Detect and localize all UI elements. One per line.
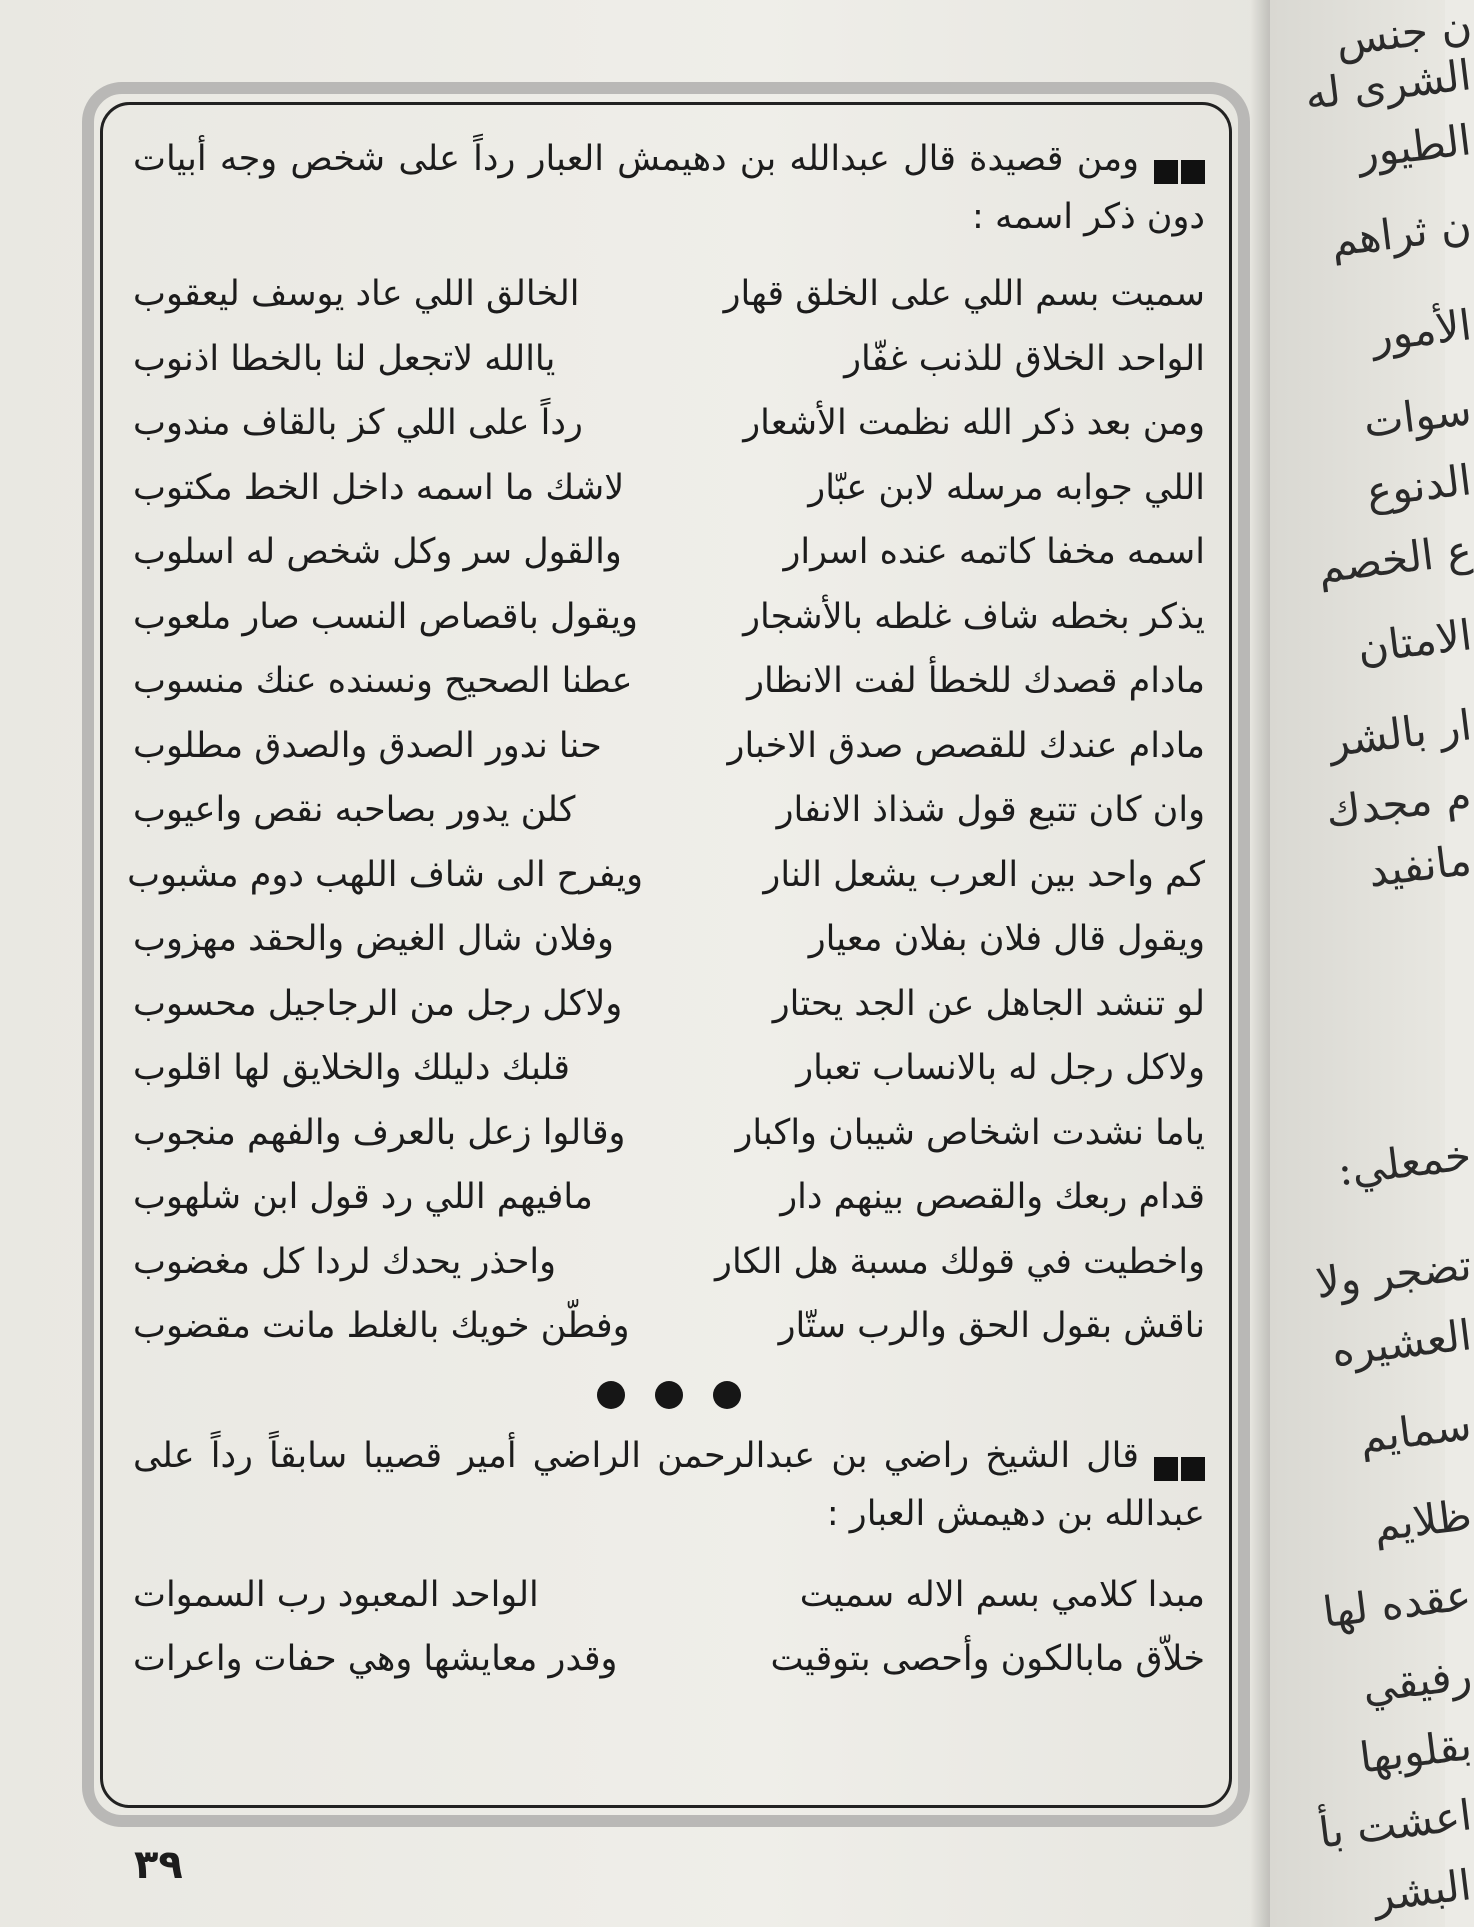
adjacent-text-fragment: ن ثراهم [1328,200,1474,266]
verse-second-hemistich: ويقول باقصاص النسب صار ملعوب [133,596,638,637]
adjacent-text-fragment: ع الخصم [1314,525,1474,593]
adjacent-text-fragment: مانفيد [1365,835,1474,897]
verse-second-hemistich: ولاكل رجل من الرجاجيل محسوب [133,983,623,1024]
section1-intro [133,130,1205,246]
adjacent-text-fragment: بقلوبها [1356,1720,1474,1783]
verse-second-hemistich: وقدر معايشها وهي حفات واعرات [133,1639,618,1680]
verse-first-hemistich: ويقول قال فلان بفلان معيار [808,919,1205,960]
verse-second-hemistich: وفطّن خويك بالغلط مانت مقضوب [133,1306,630,1347]
verse-second-hemistich: الخالق اللي عاد يوسف ليعقوب [133,274,580,315]
verse-line [133,1627,1205,1692]
section2-intro [133,1427,1205,1543]
separator-dot-icon [597,1381,625,1409]
adjacent-text-fragment: العشيره [1328,1310,1474,1376]
verse-first-hemistich: سميت بسم اللي على الخلق قهار [723,274,1205,315]
adjacent-text-fragment: الشرى له [1302,50,1474,120]
verse-second-hemistich: واحذر يحدك لردا كل مغضوب [133,1241,557,1282]
adjacent-text-fragment: البشر [1370,1860,1474,1921]
verse-line [133,520,1205,585]
adjacent-text-fragment: م مجدك [1323,770,1474,837]
verse-first-hemistich: خلاّق مابالكون وأحصى بتوقيت [770,1639,1205,1680]
poem-1 [127,262,1205,1359]
adjacent-text-fragment: الأمور [1368,300,1474,362]
adjacent-text-fragment: ار بالشر [1325,700,1474,767]
verse-second-hemistich: كلن يدور بصاحبه نقص واعيوب [133,790,576,831]
verse-first-hemistich: يذكر بخطه شاف غلطه بالأشجار [743,596,1205,637]
section-separator [133,1381,1205,1409]
adjacent-text-fragment: سمايم [1356,1400,1474,1463]
verse-line [133,1165,1205,1230]
adjacent-text-fragment: ن جنس [1332,0,1474,66]
verse-line [133,1563,1205,1628]
adjacent-text-fragment: عقده لها [1320,1570,1474,1637]
verse-first-hemistich: لو تنشد الجاهل عن الجد يحتار [772,983,1205,1024]
verse-line [133,456,1205,521]
verse-second-hemistich: الواحد المعبود رب السموات [133,1574,539,1615]
verse-line [133,391,1205,456]
verse-first-hemistich: الواحد الخلاق للذنب غفّار [844,338,1205,379]
verse-first-hemistich: ولاكل رجل له بالانساب تعبار [796,1048,1205,1089]
verse-first-hemistich: ياما نشدت اشخاص شيبان واكبار [735,1112,1205,1153]
adjacent-text-fragment: رفيقي [1359,1650,1474,1713]
verse-first-hemistich: واخطيت في قولك مسبة هل الكار [715,1241,1205,1282]
verse-second-hemistich: ويفرح الى شاف اللهب دوم مشبوب [127,854,643,895]
adjacent-text-fragment: اعشت بأ [1315,1790,1474,1858]
adjacent-text-fragment: تضجر ولا [1313,1240,1474,1308]
separator-dot-icon [655,1381,683,1409]
section-marker-icon [1151,144,1205,168]
verse-second-hemistich: وفلان شال الغيض والحقد مهزوب [133,919,614,960]
page-content [127,130,1205,1692]
verse-first-hemistich: اسمه مخفا كاتمه عنده اسرار [783,532,1205,573]
verse-first-hemistich: اللي جوابه مرسله لابن عبّار [808,467,1205,508]
verse-line [127,843,1205,908]
section2-intro-text: قال الشيخ راضي بن عبدالرحمن الراضي أمير قصيبا سابقاً رداً على عبدالله بن دهيمش العبار : [133,1435,1205,1534]
verse-second-hemistich: والقول سر وكل شخص له اسلوب [133,532,622,573]
verse-first-hemistich: وان كان تتبع قول شذاذ الانفار [776,790,1205,831]
verse-second-hemistich: عطنا الصحيح ونسنده عنك منسوب [133,661,633,702]
verse-second-hemistich: حنا ندور الصدق والصدق مطلوب [133,725,602,766]
adjacent-text-fragment: الطيور [1355,115,1474,178]
verse-second-hemistich: ياالله لاتجعل لنا بالخطا اذنوب [133,338,556,379]
verse-second-hemistich: وقالوا زعل بالعرف والفهم منجوب [133,1112,626,1153]
verse-second-hemistich: لاشك ما اسمه داخل الخط مكتوب [133,467,625,508]
adjacent-page [1270,0,1474,1927]
verse-first-hemistich: مادام عندك للقصص صدق الاخبار [727,725,1205,766]
section-marker-icon [1151,1441,1205,1465]
verse-line [133,972,1205,1037]
verse-line [133,907,1205,972]
adjacent-text-fragment: الدنوع [1363,455,1474,517]
verse-line [133,649,1205,714]
poem-2 [133,1563,1205,1692]
verse-line [133,1230,1205,1295]
verse-first-hemistich: قدام ربعك والقصص بينهم دار [780,1177,1205,1218]
verse-line [133,714,1205,779]
adjacent-text-fragment: ظلايم [1370,1490,1474,1551]
verse-first-hemistich: ناقش بقول الحق والرب ستّار [778,1306,1205,1347]
separator-dot-icon [713,1381,741,1409]
adjacent-text-fragment: خمعلي: [1335,1130,1474,1196]
adjacent-text-fragment: الامتان [1354,610,1474,673]
verse-first-hemistich: ومن بعد ذكر الله نظمت الأشعار [743,403,1205,444]
verse-second-hemistich: رداً على اللي كز بالقاف مندوب [133,403,583,444]
verse-line [133,585,1205,650]
verse-first-hemistich: مبدا كلامي بسم الاله سميت [799,1574,1205,1615]
verse-line [133,1101,1205,1166]
verse-line [133,1036,1205,1101]
verse-line [133,327,1205,392]
page-number: ٣٩ [134,1842,183,1888]
verse-line [133,262,1205,327]
verse-first-hemistich: مادام قصدك للخطأ لفت الانظار [747,661,1205,702]
verse-second-hemistich: قلبك دليلك والخلايق لها اقلوب [133,1048,571,1089]
verse-second-hemistich: مافيهم اللي رد قول ابن شلهوب [133,1177,593,1218]
verse-line [133,1294,1205,1359]
verse-first-hemistich: كم واحد بين العرب يشعل النار [763,854,1205,895]
adjacent-text-fragment: سوات [1360,385,1474,447]
verse-line [133,778,1205,843]
section1-intro-text: ومن قصيدة قال عبدالله بن دهيمش العبار رداً على شخص وجه أبيات دون ذكر اسمه : [133,139,1205,237]
